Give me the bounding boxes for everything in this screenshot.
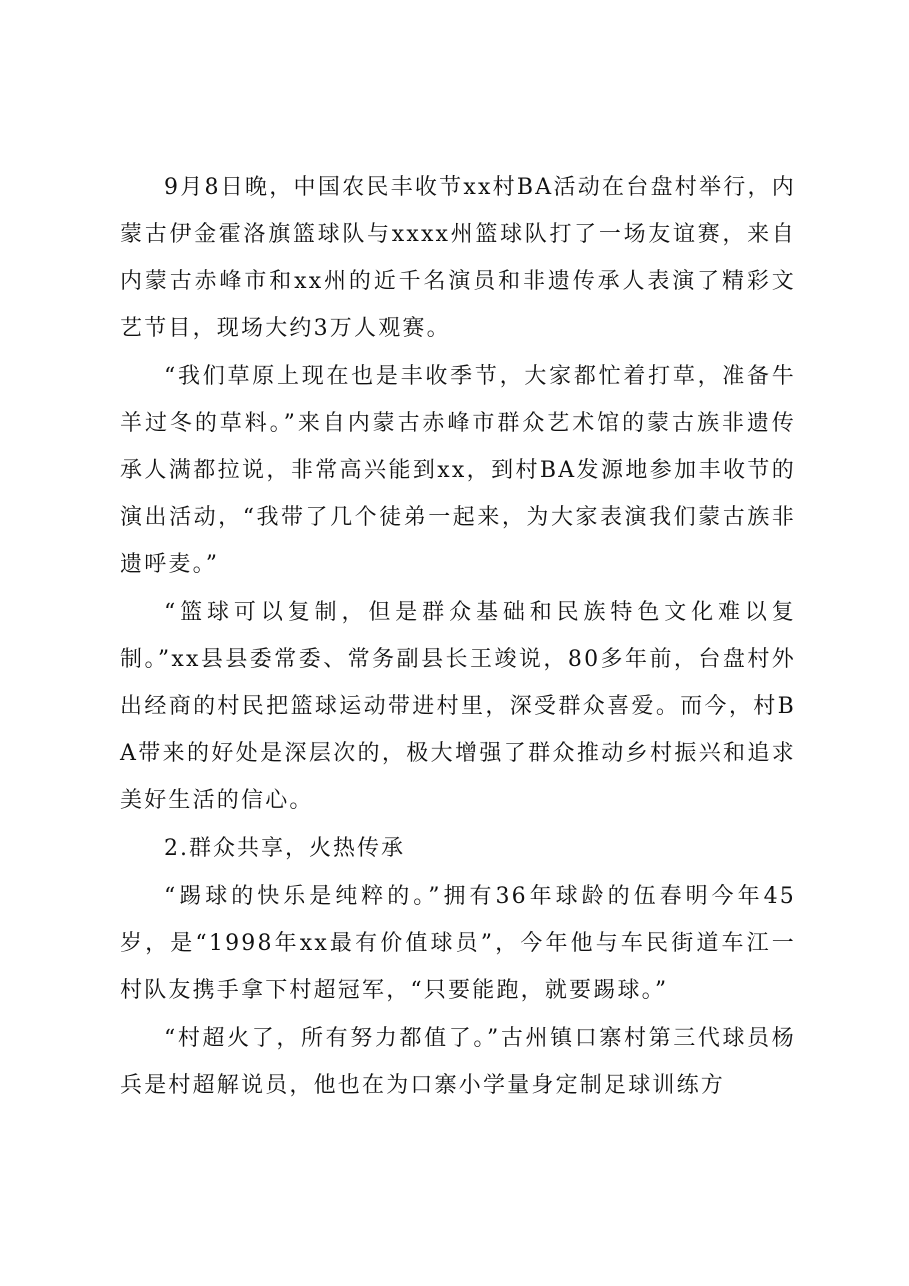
paragraph-football-joy: “踢球的快乐是纯粹的。”拥有36年球龄的伍春明今年45岁，是“1998年xx最有价值球员”，今年他与车民街道车江一村队友携手拿下村超冠军，“只要能跑，就要踢球。” [120,884,796,1003]
paragraph-village-super-league: “村超火了，所有努力都值了。”古州镇口寨村第三代球员杨兵是村超解说员，他也在为口寨小学量身定制足球训练方 [120,1026,796,1098]
section-heading: 2.群众共享，火热传承 [164,836,405,861]
document-body [120,164,796,1110]
paragraph-basketball-quote: “篮球可以复制，但是群众基础和民族特色文化难以复制。”xx县县委常委、常务副县长王竣说，80多年前，台盘村外出经商的村民把篮球运动带进村里，深受群众喜爱。而今，村BA带来的好处是深层次的，极大增强了群众推动乡村振兴和追求美好生活的信心。 [120,600,796,813]
paragraph-harvest-festival: 9月8日晚，中国农民丰收节xx村BA活动在台盘村举行，内蒙古伊金霍洛旗篮球队与xxxx州篮球队打了一场友谊赛，来自内蒙古赤峰市和xx州的近千名演员和非遗传承人表演了精彩文艺节目，现场大约3万人观赛。 [120,175,796,341]
paragraph-grassland-quote: “我们草原上现在也是丰收季节，大家都忙着打草，准备牛羊过冬的草料。”来自内蒙古赤峰市群众艺术馆的蒙古族非遗传承人满都拉说，非常高兴能到xx，到村BA发源地参加丰收节的演出活动，“我带了几个徒弟一起来，为大家表演我们蒙古族非遗呼麦。” [120,364,796,577]
